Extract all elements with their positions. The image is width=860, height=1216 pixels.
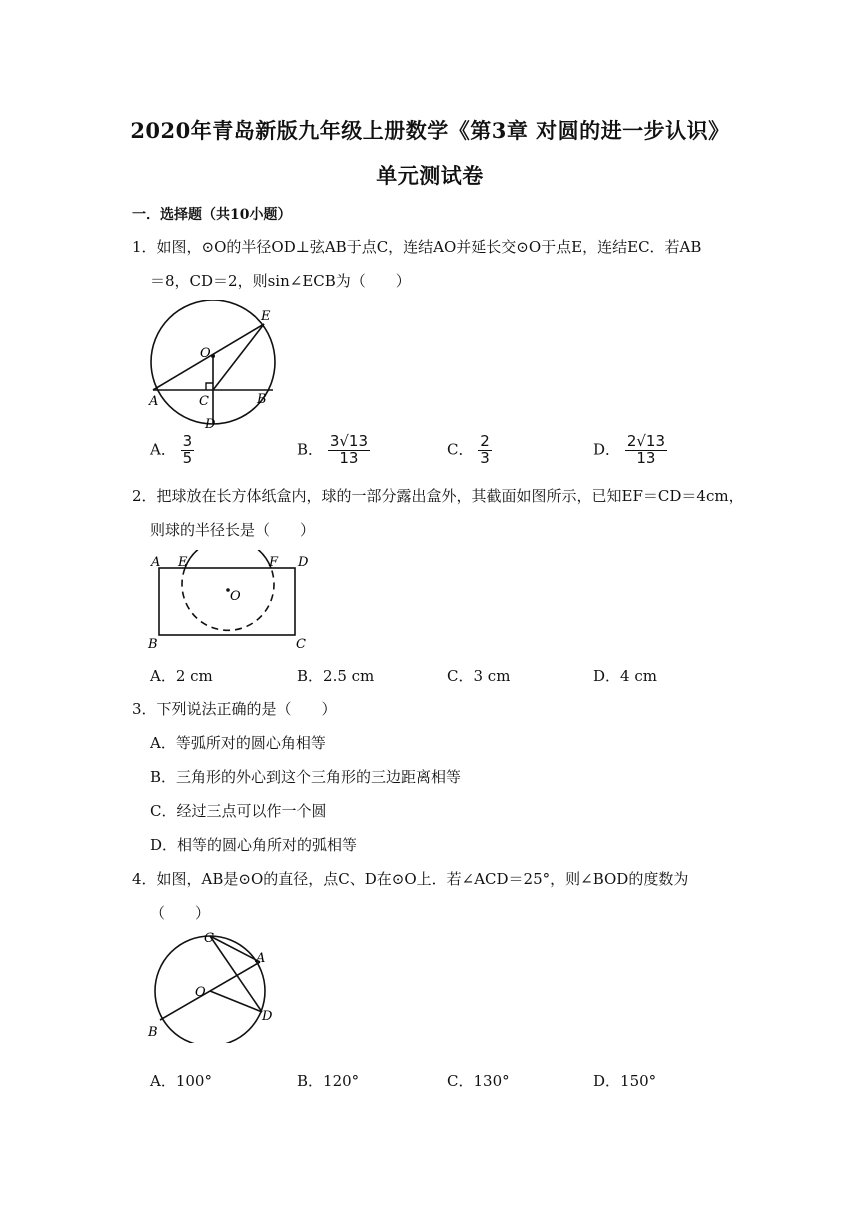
q4-option-d[interactable]: D．150° (593, 1072, 657, 1090)
q3-option-c[interactable]: C．经过三点可以作一个圆 (150, 802, 327, 820)
q4-option-b[interactable]: B．120° (297, 1072, 360, 1090)
q4-line-cd (210, 936, 262, 1012)
q2-label-C: C (296, 637, 306, 652)
q4-text-line-1: 4．如图，AB是⊙O的直径，点C、D在⊙O上．若∠ACD＝25°，则∠BOD的度数为 (132, 870, 689, 888)
q2-box-rect (159, 568, 295, 635)
q4-label-C: C (204, 931, 214, 946)
q1-option-c[interactable] (447, 434, 492, 467)
q4-line-ca (210, 936, 260, 962)
q3-option-b[interactable]: B．三角形的外心到这个三角形的三边距离相等 (150, 768, 462, 786)
q1-option-d-fraction (625, 434, 667, 467)
q1-option-a-letter: A． (150, 440, 176, 459)
q1-option-b-denominator: 13 (339, 448, 359, 467)
q1-label-E: E (261, 309, 271, 324)
q1-option-b-numerator: 3√13 (329, 432, 369, 450)
q3-text-line-1: 3．下列说法正确的是（ ） (132, 700, 337, 718)
q1-option-c-denominator: 3 (480, 448, 490, 467)
q1-option-c-fraction (478, 434, 492, 467)
q1-line-ce (213, 324, 264, 390)
q1-figure (140, 300, 290, 440)
section-heading: 一．选择题（共10小题） (132, 207, 292, 223)
q1-option-d-denominator: 13 (636, 448, 656, 467)
q4-label-A: A (256, 951, 266, 966)
q1-option-a[interactable] (150, 434, 194, 467)
q2-label-O: O (230, 589, 241, 604)
q4-text-line-2: （ ） (150, 904, 211, 922)
q2-option-c[interactable]: C．3 cm (447, 667, 511, 685)
q1-option-a-fraction (181, 434, 195, 467)
q2-option-b[interactable]: B．2.5 cm (297, 667, 375, 685)
q3-option-a[interactable]: A．等弧所对的圆心角相等 (150, 734, 326, 752)
q1-label-C: C (199, 394, 209, 409)
q4-option-c[interactable]: C．130° (447, 1072, 510, 1090)
q1-option-d-numerator: 2√13 (626, 432, 666, 450)
q3-option-d[interactable]: D．相等的圆心角所对的弧相等 (150, 836, 358, 854)
q2-label-D: D (298, 555, 309, 570)
q2-label-E: E (178, 555, 188, 570)
title-line-1: 2020年青岛新版九年级上册数学《第3章 对圆的进一步认识》 (130, 118, 730, 143)
q1-option-d-letter: D． (593, 440, 621, 459)
q1-option-c-letter: C． (447, 440, 474, 459)
q2-label-B: B (148, 637, 158, 652)
q1-label-O: O (200, 346, 211, 361)
q2-figure (145, 550, 320, 655)
q2-option-a[interactable]: A．2 cm (150, 667, 213, 685)
q2-ball-arc-outside (185, 550, 271, 568)
q4-option-a[interactable]: A．100° (150, 1072, 212, 1090)
q4-circle (155, 936, 265, 1043)
q2-option-d[interactable]: D．4 cm (593, 667, 657, 685)
title-line-2: 单元测试卷 (376, 163, 484, 188)
q1-option-b[interactable] (297, 434, 370, 467)
q1-text-line-2: ＝8，CD＝2，则sin∠ECB为（ ） (150, 272, 411, 290)
q4-label-B: B (148, 1025, 158, 1040)
q1-right-angle-mark (206, 383, 213, 390)
q1-option-c-numerator: 2 (480, 432, 490, 450)
q1-text-line-1: 1．如图，⊙O的半径OD⊥弦AB于点C，连结AO并延长交⊙O于点E，连结EC．若AB (132, 238, 702, 256)
q2-label-A: A (151, 555, 161, 570)
q1-option-a-denominator: 5 (182, 448, 193, 467)
q2-text-line-2: 则球的半径长是（ ） (150, 521, 316, 539)
q1-label-D: D (205, 417, 216, 432)
q1-label-B: B (257, 392, 267, 407)
q1-option-d[interactable] (593, 434, 667, 467)
q1-center-dot (211, 354, 215, 358)
q2-text-line-1: 2．把球放在长方体纸盒内，球的一部分露出盒外，其截面如图所示，已知EF＝CD＝4cm， (132, 487, 744, 505)
q2-label-F: F (269, 555, 279, 570)
q4-label-D: D (262, 1009, 273, 1024)
q1-label-A: A (149, 394, 159, 409)
q1-option-b-fraction (328, 434, 370, 467)
q2-ball-arc-inside (182, 568, 274, 630)
q4-label-O: O (195, 985, 206, 1000)
q4-figure (140, 928, 285, 1043)
q1-option-a-numerator: 3 (182, 432, 193, 450)
q1-option-b-letter: B． (297, 440, 324, 459)
